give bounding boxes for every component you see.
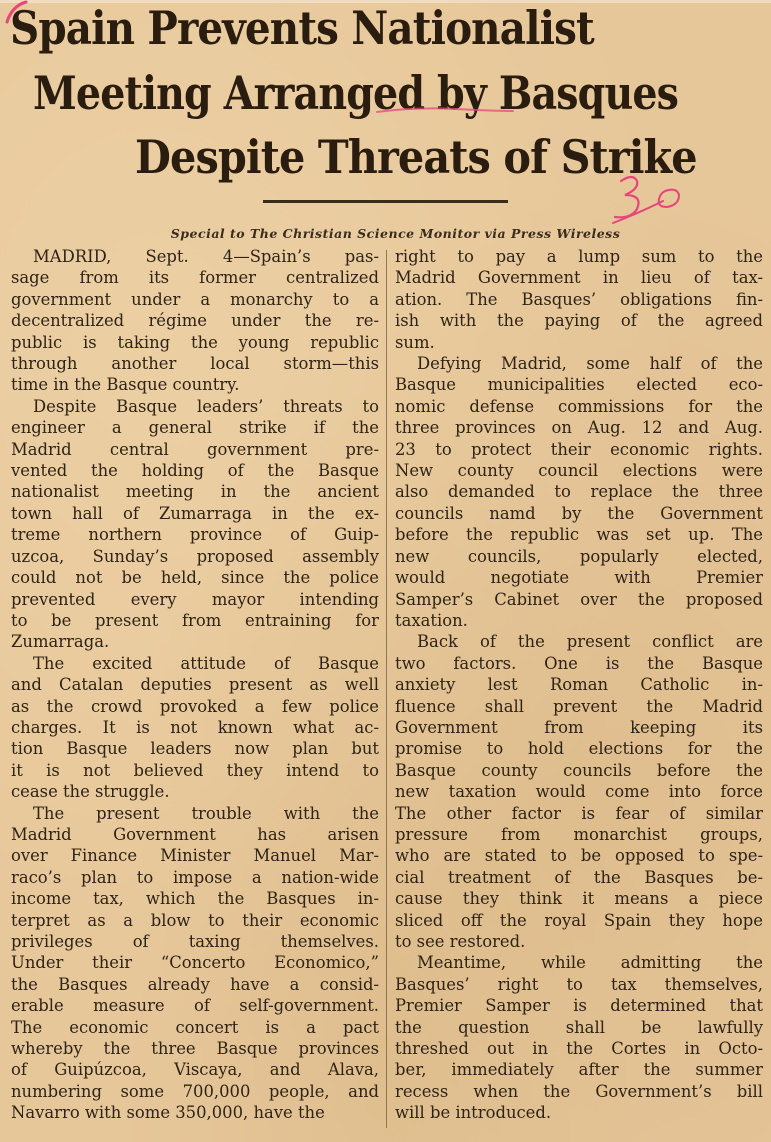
text-line: before the republic was set up. The (395, 525, 763, 545)
text-line: of Guipúzcoa, Viscaya, and Alava, (11, 1060, 379, 1080)
text-line: Samper’s Cabinet over the proposed (395, 589, 763, 609)
text-line: whereby the three Basque provinces (11, 1039, 379, 1059)
pencil-tick-mark (4, 0, 34, 25)
text-line: the Basques already have a consid- (11, 974, 379, 994)
text-line: over Finance Minister Manuel Mar- (11, 846, 379, 866)
text-line: cease the struggle. (11, 782, 170, 802)
headline-line-2: Meeting Arranged by Basques (33, 66, 679, 120)
text-line: councils namd by the Government (395, 503, 763, 523)
text-line: Back of the present conflict are (417, 632, 763, 652)
text-line: sage from its former centralized (11, 268, 379, 288)
text-line: decentralized régime under the re- (11, 311, 379, 331)
text-line: two factors. One is the Basque (395, 653, 763, 673)
text-line: prevented every mayor intending (11, 589, 379, 609)
text-line: it is not believed they intend to (11, 760, 379, 780)
text-line: as the crowd provoked a few police (11, 696, 379, 716)
text-line: Zumarraga. (11, 632, 110, 652)
text-line: would negotiate with Premier (395, 568, 763, 588)
text-line: three provinces on Aug. 12 and Aug. (395, 418, 763, 438)
text-line: sum. (395, 332, 435, 352)
column-divider (386, 250, 387, 1128)
text-line: Madrid Government in lieu of tax- (395, 268, 763, 288)
text-line: ber, immediately after the summer (395, 1060, 763, 1080)
pencil-underline (375, 105, 515, 117)
text-line: The present trouble with the (33, 803, 379, 823)
paragraph (11, 653, 379, 803)
text-line: to be present from entraining for (11, 610, 379, 630)
text-line: ation. The Basques’ obligations fin- (395, 289, 763, 309)
text-line: nationalist meeting in the ancient (11, 482, 379, 502)
text-line: fluence shall prevent the Madrid (395, 696, 763, 716)
text-line: through another local storm—this (11, 354, 379, 374)
text-line: Defying Madrid, some half of the (417, 354, 763, 374)
text-line: the question shall be lawfully (395, 1017, 763, 1037)
paragraph (395, 353, 763, 631)
text-line: town hall of Zumarraga in the ex- (11, 503, 379, 523)
text-line: Meantime, while admitting the (417, 953, 763, 973)
text-line: raco’s plan to impose a nation-wide (11, 867, 379, 887)
text-line: erable measure of self-government. (11, 996, 379, 1016)
text-line: treme northern province of Guip- (11, 525, 379, 545)
text-line: terpret as a blow to their economic (11, 910, 379, 930)
text-line: MADRID, Sept. 4—Spain’s pas- (33, 247, 379, 266)
text-line: numbering some 700,000 people, and (11, 1081, 379, 1101)
article-column-left (11, 246, 379, 1124)
text-line: Basques’ right to tax themselves, (395, 974, 763, 994)
text-line: also demanded to replace the three (395, 482, 763, 502)
pencil-annotation (603, 173, 683, 233)
paragraph (395, 246, 763, 353)
text-line: Government from keeping its (395, 717, 763, 737)
text-line: public is taking the young republic (11, 332, 379, 352)
headline-line-1: Spain Prevents Nationalist (10, 1, 594, 55)
text-line: Premier Samper is determined that (395, 996, 763, 1016)
text-line: threshed out in the Cortes in Octo- (395, 1039, 763, 1059)
text-line: New county council elections were (395, 461, 763, 481)
text-line: Basque municipalities elected eco- (395, 375, 763, 395)
text-line: The other factor is fear of similar (395, 803, 763, 823)
text-line: Under their “Concerto Economico,” (11, 953, 379, 973)
text-line: nomic defense commissions for the (395, 396, 763, 416)
article-column-right (395, 246, 763, 1124)
paragraph (11, 803, 379, 1124)
byline: Special to The Christian Science Monitor via Press Wireless (170, 226, 621, 241)
text-line: could not be held, since the police (11, 568, 379, 588)
text-line: taxation. (395, 610, 468, 630)
text-line: privileges of taxing themselves. (11, 932, 379, 951)
text-line: uzcoa, Sunday’s proposed assembly (11, 546, 379, 566)
text-line: sliced off the royal Spain they hope (395, 910, 763, 930)
text-line: right to pay a lump sum to the (395, 247, 763, 266)
text-line: new councils, popularly elected, (395, 546, 763, 566)
text-line: ish with the paying of the agreed (395, 311, 763, 331)
text-line: tion Basque leaders now plan but (11, 739, 379, 759)
text-line: will be introduced. (395, 1103, 552, 1123)
text-line: to see restored. (395, 932, 526, 951)
text-line: promise to hold elections for the (395, 739, 763, 759)
text-line: charges. It is not known what ac- (11, 717, 379, 737)
text-line: The economic concert is a pact (11, 1017, 379, 1037)
text-line: government under a monarchy to a (11, 289, 379, 309)
paragraph (395, 631, 763, 952)
paragraph (11, 246, 379, 396)
text-line: Madrid central government pre- (11, 439, 379, 459)
headline-rule (263, 200, 508, 203)
text-line: cause they think it means a piece (395, 889, 763, 909)
text-line: Basque county councils before the (395, 760, 763, 780)
text-line: cial treatment of the Basques be- (395, 867, 763, 887)
text-line: recess when the Government’s bill (395, 1081, 763, 1101)
text-line: vented the holding of the Basque (11, 461, 379, 481)
text-line: anxiety lest Roman Catholic in- (395, 675, 763, 695)
text-line: new taxation would come into force (395, 782, 763, 802)
text-line: Despite Basque leaders’ threats to (33, 396, 379, 416)
text-line: Madrid Government has arisen (11, 824, 379, 844)
text-line: engineer a general strike if the (11, 418, 379, 438)
text-line: 23 to protect their economic rights. (395, 439, 763, 459)
headline-line-3: Despite Threats of Strike (135, 130, 697, 184)
text-line: and Catalan deputies present as well (11, 675, 379, 695)
text-line: The excited attitude of Basque (33, 653, 379, 673)
text-line: who are stated to be opposed to spe- (395, 846, 763, 866)
text-line: Navarro with some 350,000, have the (11, 1103, 325, 1123)
text-line: time in the Basque country. (11, 375, 240, 395)
text-line: income tax, which the Basques in- (11, 889, 379, 909)
paragraph (395, 952, 763, 1123)
paragraph (11, 396, 379, 653)
text-line: pressure from monarchist groups, (395, 824, 763, 844)
